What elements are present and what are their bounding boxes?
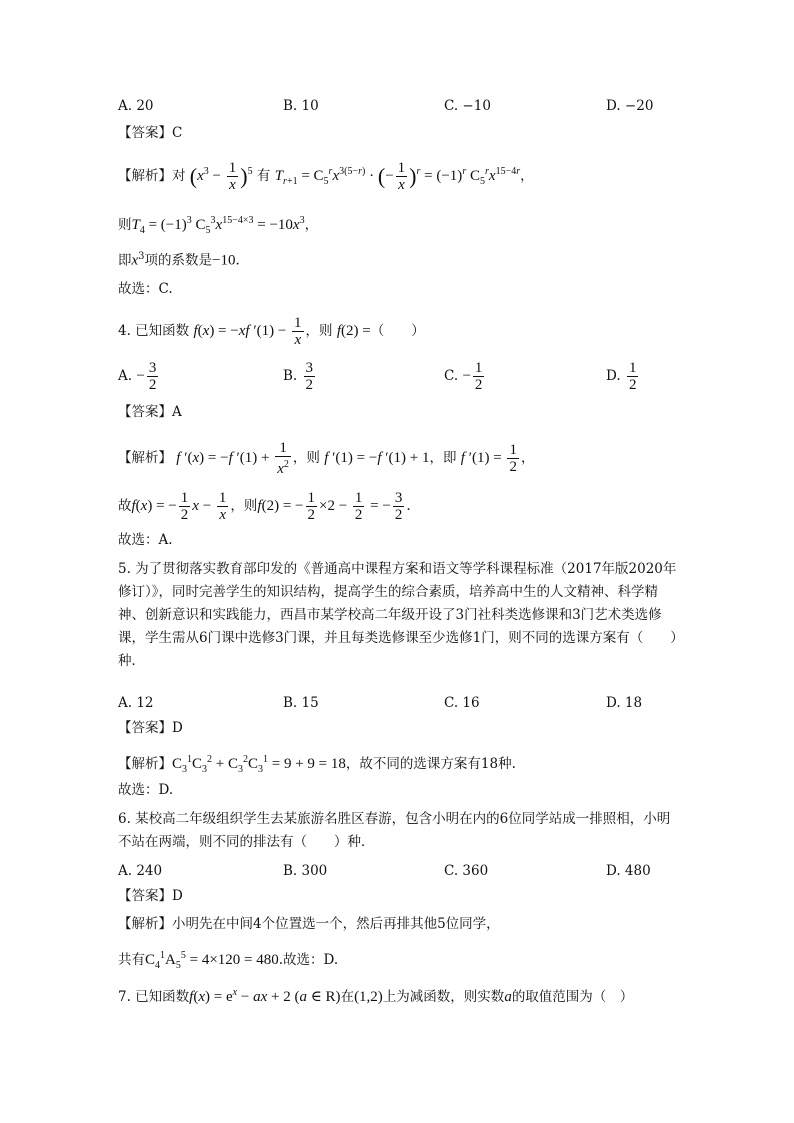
- q3-analysis-line1: 【解析】对 ($x^3$ − $\frac{1}{x}$ )$^5$ 有 $T_{r+1} = C_5^rx^{3(5-r)}$ · (− $\frac{1}{x}$ )$^r = (-1)^r$ $C_5^rx^{15-4r}$，: [118, 160, 534, 193]
- q4-analysis-line2: 故f(x) = − $\frac{1}{2}$ x − $\frac{1}{x}$ ，则f(2) = − $\frac{1}{2}$ ×2 − $\frac{1}{2}$ = − $\frac{3}{2}$ .: [118, 490, 411, 523]
- q6-option-c: C. 360: [444, 863, 489, 879]
- q3-option-d: D. −20: [606, 98, 654, 114]
- q3-analysis-line2: 则$T_4 = (-1)^3$ $C_5^3x^{15-4\times 3} = -10x^3$，: [118, 215, 319, 236]
- q3-option-a: A. 20: [118, 98, 154, 114]
- q5-conclusion: 故选：D.: [118, 782, 174, 798]
- q6-option-b: B. 300: [283, 863, 328, 879]
- q4-answer: 【答案】A: [118, 404, 182, 420]
- q6-answer: 【答案】D: [118, 888, 183, 904]
- q4-option-b: B. $\frac{3}{2}$: [283, 360, 314, 393]
- q4-analysis-line1: 【解析】 f ′(x) = −f ′(1) + $\frac{1}{x^2}$ ，则 f ′(1) = −f ′(1) + 1，即 f ′(1) = $\frac{1}{2}$ ，: [118, 440, 535, 477]
- q3-analysis-line3: 即$x^3$项的系数是−10.: [118, 251, 240, 269]
- q3-option-c: C. −10: [444, 98, 491, 114]
- q4-option-a: A. − $\frac{3}{2}$: [118, 360, 157, 393]
- q4-option-c: C. − $\frac{1}{2}$: [444, 360, 483, 393]
- q4-option-d: D. $\frac{1}{2}$: [606, 360, 637, 393]
- q5-stem: 5. 为了贯彻落实教育部印发的《普通高中课程方案和语文等学科课程标准（2017年版2020年修订）》，同时完善学生的知识结构，提高学生的综合素质，培养高中生的人文精神、科学精神、创新意识和实践能力，西昌市某学校高二年级开设了3门社科类选修课和3门艺术类选修课，学生需从6门课中选修3门课，并且每类选修课至少选修1门，则不同的选课方案有（ ）种．: [118, 561, 678, 669]
- q4-stem: 4. 已知函数 f(x) = −xf ′(1) − $\frac{1}{x}$ ，则 f(2) =（ ）: [118, 315, 425, 348]
- q3-option-b: B. 10: [283, 98, 319, 114]
- q5-answer: 【答案】D: [118, 720, 183, 736]
- q5-option-a: A. 12: [118, 695, 154, 711]
- q6-option-a: A. 240: [118, 863, 163, 879]
- q6-option-d: D. 480: [606, 863, 651, 879]
- q6-stem: 6. 某校高二年级组织学生去某旅游名胜区春游，包含小明在内的6位同学站成一排照相，小明不站在两端，则不同的排法有（ ）种．: [118, 811, 671, 850]
- q4-conclusion: 故选：A.: [118, 532, 173, 548]
- q5-option-c: C. 16: [444, 695, 480, 711]
- q5-analysis: 【解析】$C_3^1C_3^2 + C_3^2C_3^1 = 9 + 9 = 18$，故不同的选课方案有18种.: [118, 754, 516, 775]
- analysis-label: 【解析】: [118, 167, 172, 184]
- q3-answer: 【答案】C: [118, 125, 183, 141]
- q5-option-b: B. 15: [283, 695, 319, 711]
- q3-conclusion: 故选：C.: [118, 281, 173, 297]
- q5-option-d: D. 18: [606, 695, 643, 711]
- q6-analysis-line1: 【解析】小明先在中间4个位置选一个，然后再排其他5位同学，: [118, 916, 500, 932]
- q6-analysis-line2: 共有$C_4^1A_5^5 = 4\times 120 = 480$.故选：D.: [118, 950, 339, 971]
- q7-stem: 7. 已知函数$f(x) = e^x$ − ax + 2 (a ∈ R)在(1,2)上为减函数，则实数a的取值范围为（ ）: [118, 987, 634, 1005]
